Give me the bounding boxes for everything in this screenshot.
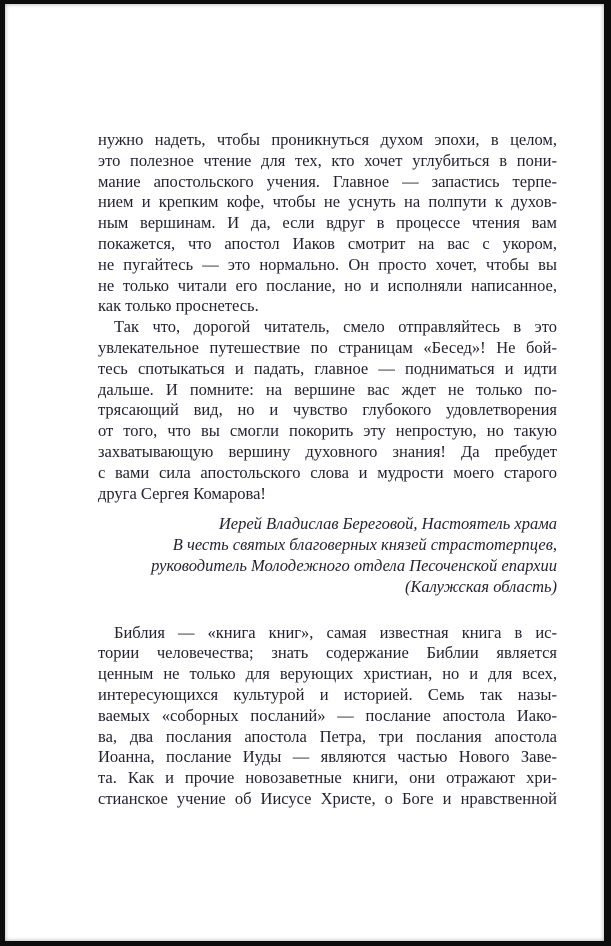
text-line: мание апостольского учения. Главное — запастись терпе- [98, 171, 557, 191]
text-line: стианское учение об Иисусе Христе, о Боге и нравственной [98, 788, 557, 808]
text-line: не пугайтесь — это нормально. Он просто хочет, чтобы вы [98, 254, 557, 274]
text-line: руководитель Молодежного отдела Песоченской епархии [151, 555, 557, 575]
text-line: В честь святых благоверных князей страстотерпцев, [172, 535, 557, 555]
body-paragraph-2 [98, 317, 557, 504]
text-line: увлекательное путешествие по страницам «Бесед»! Не бой- [98, 337, 557, 357]
body-paragraph-1 [98, 130, 557, 317]
text-line: (Калужская область) [404, 576, 557, 596]
text-line: трясающий вид, но и чувство глубокого удовлетворения [98, 400, 557, 420]
page-text [98, 130, 557, 810]
text-line: ным вершинам. И да, если вдруг в процессе чтения вам [98, 213, 557, 233]
text-line: покажется, что апостол Иаков смотрит на вас с укором, [98, 233, 557, 253]
text-line: Так что, дорогой читатель, смело отправляйтесь в это [114, 317, 557, 337]
text-line: захватывающую вершину духовного знания! Да пребудет [98, 441, 557, 461]
text-line: нужно надеть, чтобы проникнуться духом эпохи, в целом, [98, 130, 557, 149]
text-line: не только читали его послание, но и исполняли написанное, [98, 275, 557, 295]
text-line: тории человечества; знать содержание Библии является [98, 643, 557, 663]
text-line: с вами сила апостольского слова и мудрости моего старого [98, 462, 557, 482]
body-paragraph-3 [98, 623, 557, 810]
text-line: интересующихся культурой и историей. Семь так назы- [98, 684, 557, 704]
text-line: Иерей Владислав Береговой, Настоятель храма [218, 514, 557, 534]
text-line: это полезное чтение для тех, кто хочет углубиться в пони- [98, 150, 557, 170]
text-line: та. Как и прочие новозаветные книги, они отражают хри- [98, 768, 557, 788]
text-line: Иоанна, послание Иуды — являются частью Нового Заве- [98, 747, 557, 767]
text-line: от того, что вы смогли покорить эту непростую, но такую [98, 421, 557, 441]
text-line: Библия — «книга книг», самая известная книга в ис- [114, 622, 557, 642]
text-line: дальше. И помните: на вершине вас ждет не только по- [98, 379, 557, 399]
text-line: друга Сергея Комарова! [98, 483, 266, 503]
text-line: ценным не только для верующих христиан, но и для всех, [98, 664, 557, 684]
attribution-block [98, 514, 557, 597]
text-line: ва, два послания апостола Петра, три послания апостола [98, 726, 557, 746]
text-line: тесь спотыкаться и падать, главное — подниматься и идти [98, 358, 557, 378]
text-line: ваемых «соборных посланий» — послание апостола Иако- [98, 705, 557, 725]
text-line: как только проснетесь. [98, 296, 259, 316]
text-line: нием и крепким кофе, чтобы не уснуть на полпути к духов- [98, 192, 557, 212]
book-page [5, 4, 604, 941]
